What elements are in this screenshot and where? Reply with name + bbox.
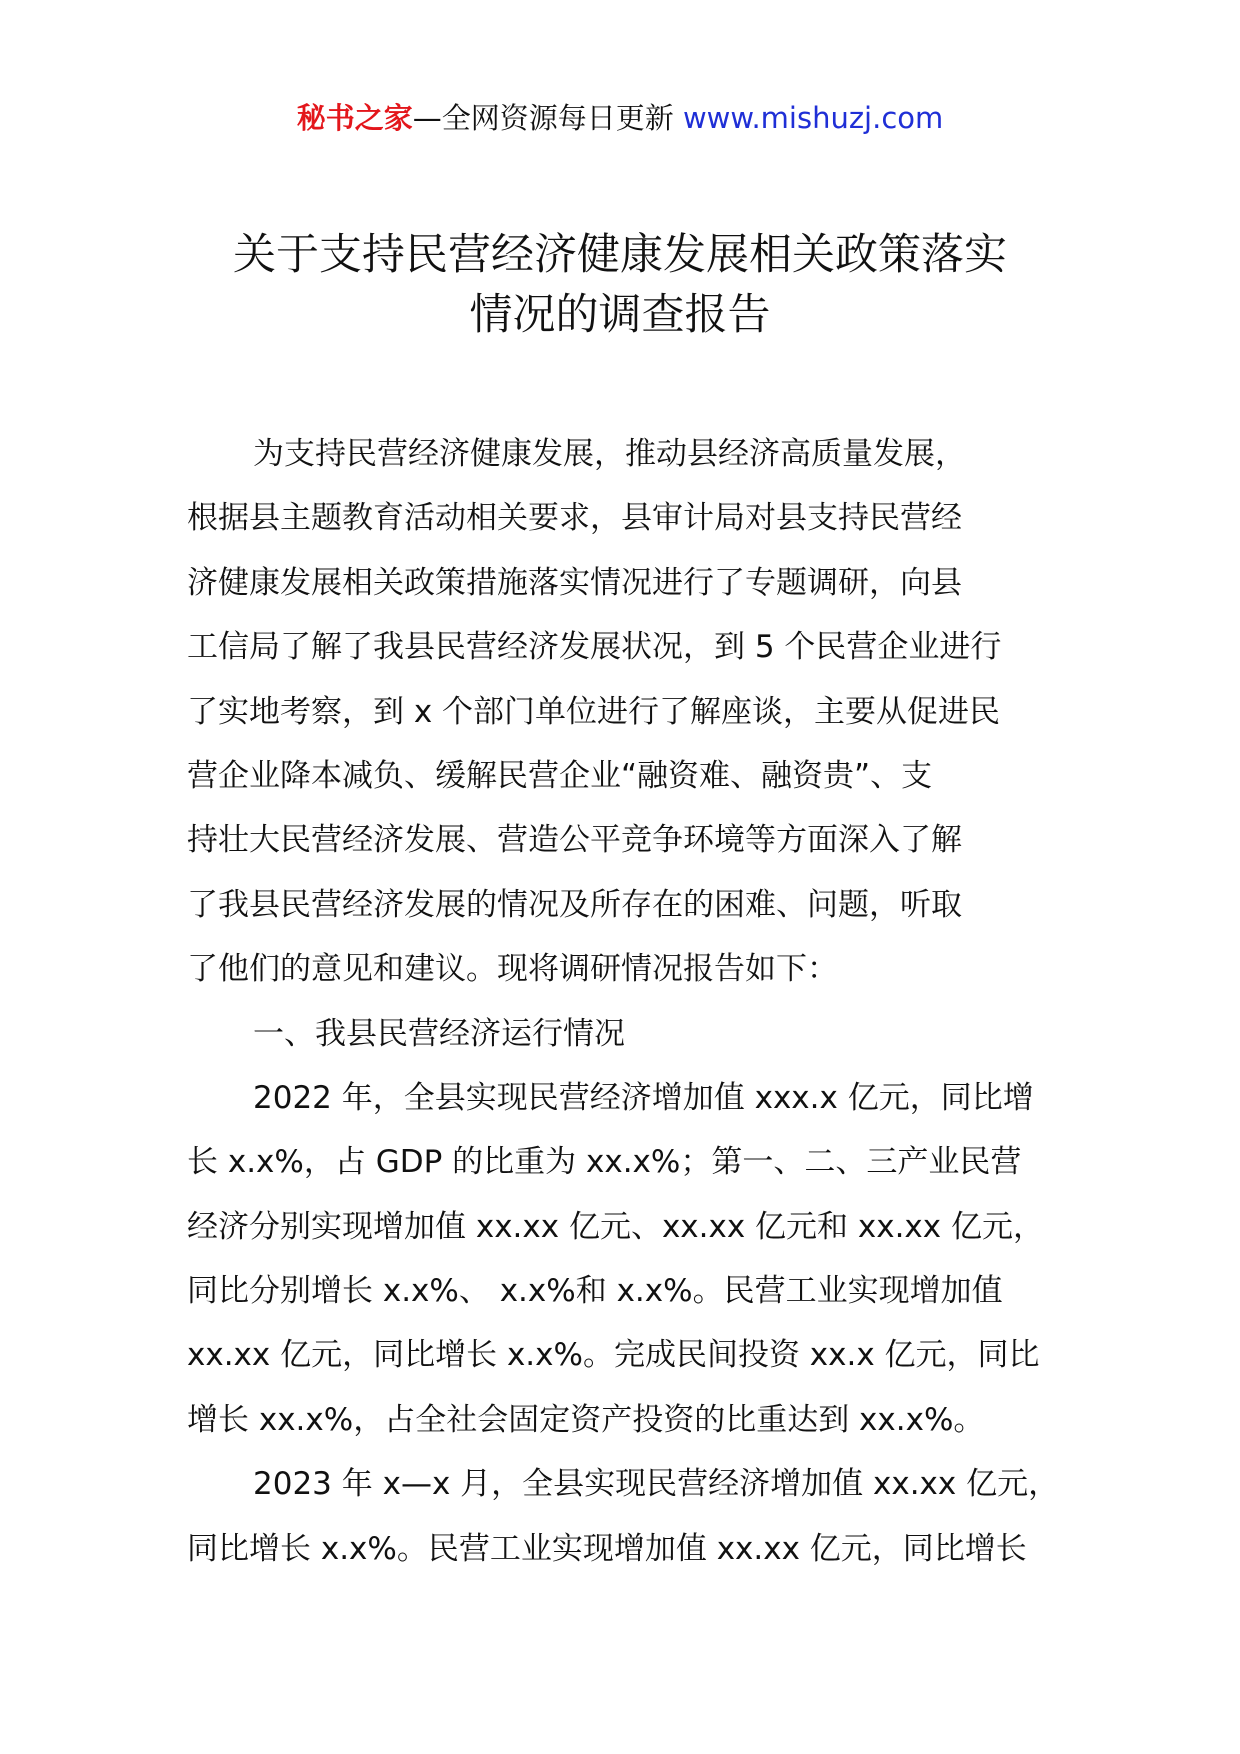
body-line: 为支持民营经济健康发展，推动县经济高质量发展， [253,436,966,472]
body-line: 经济分别实现增加值 xx.xx 亿元、xx.xx 亿元和 xx.xx 亿元， [187,1208,1044,1245]
body-line: 了他们的意见和建议。现将调研情况报告如下： [187,951,838,988]
body-line: 根据县主题教育活动相关要求，县审计局对县支持民营经 [187,500,962,537]
body-line: 济健康发展相关政策措施落实情况进行了专题调研，向县 [187,564,962,601]
document-title [140,225,1100,345]
document-body [187,422,1067,1581]
body-line: 同比分别增长 x.x%、 x.x%和 x.x%。民营工业实现增加值 [187,1273,1003,1310]
title-line-2: 情况的调查报告 [469,290,771,340]
body-line: 同比增长 x.x%。民营工业实现增加值 xx.xx 亿元，同比增长 [187,1530,1027,1567]
body-line: 2022 年，全县实现民营经济增加值 xxx.x 亿元，同比增 [253,1079,1034,1116]
title-line-1: 关于支持民营经济健康发展相关政策落实 [233,230,1007,280]
body-line: 工信局了解了我县民营经济发展状况，到 5 个民营企业进行 [187,629,1002,666]
body-line: 营企业降本减负、缓解民营企业“融资难、融资贵”、支 [187,757,933,794]
body-line: 长 x.x%，占 GDP 的比重为 xx.x%；第一、二、三产业民营 [187,1144,1022,1181]
body-line: 2023 年 x—x 月，全县实现民营经济增加值 xx.xx 亿元， [253,1466,1060,1503]
brand-name: 秘书之家 [296,101,413,135]
section-heading: 一、我县民营经济运行情况 [253,1015,625,1052]
site-url[interactable]: www.mishuzj.com [682,101,944,135]
body-line: 了实地考察，到 x 个部门单位进行了解座谈，主要从促进民 [187,693,1001,730]
body-line: 增长 xx.x%，占全社会固定资产投资的比重达到 xx.x%。 [187,1401,985,1438]
site-header [0,98,1240,138]
body-line: xx.xx 亿元，同比增长 x.x%。完成民间投资 xx.x 亿元，同比 [187,1337,1040,1374]
header-tagline: —全网资源每日更新 [412,101,683,135]
body-line: 了我县民营经济发展的情况及所存在的困难、问题，听取 [187,886,962,923]
body-line: 持壮大民营经济发展、营造公平竞争环境等方面深入了解 [187,822,962,859]
